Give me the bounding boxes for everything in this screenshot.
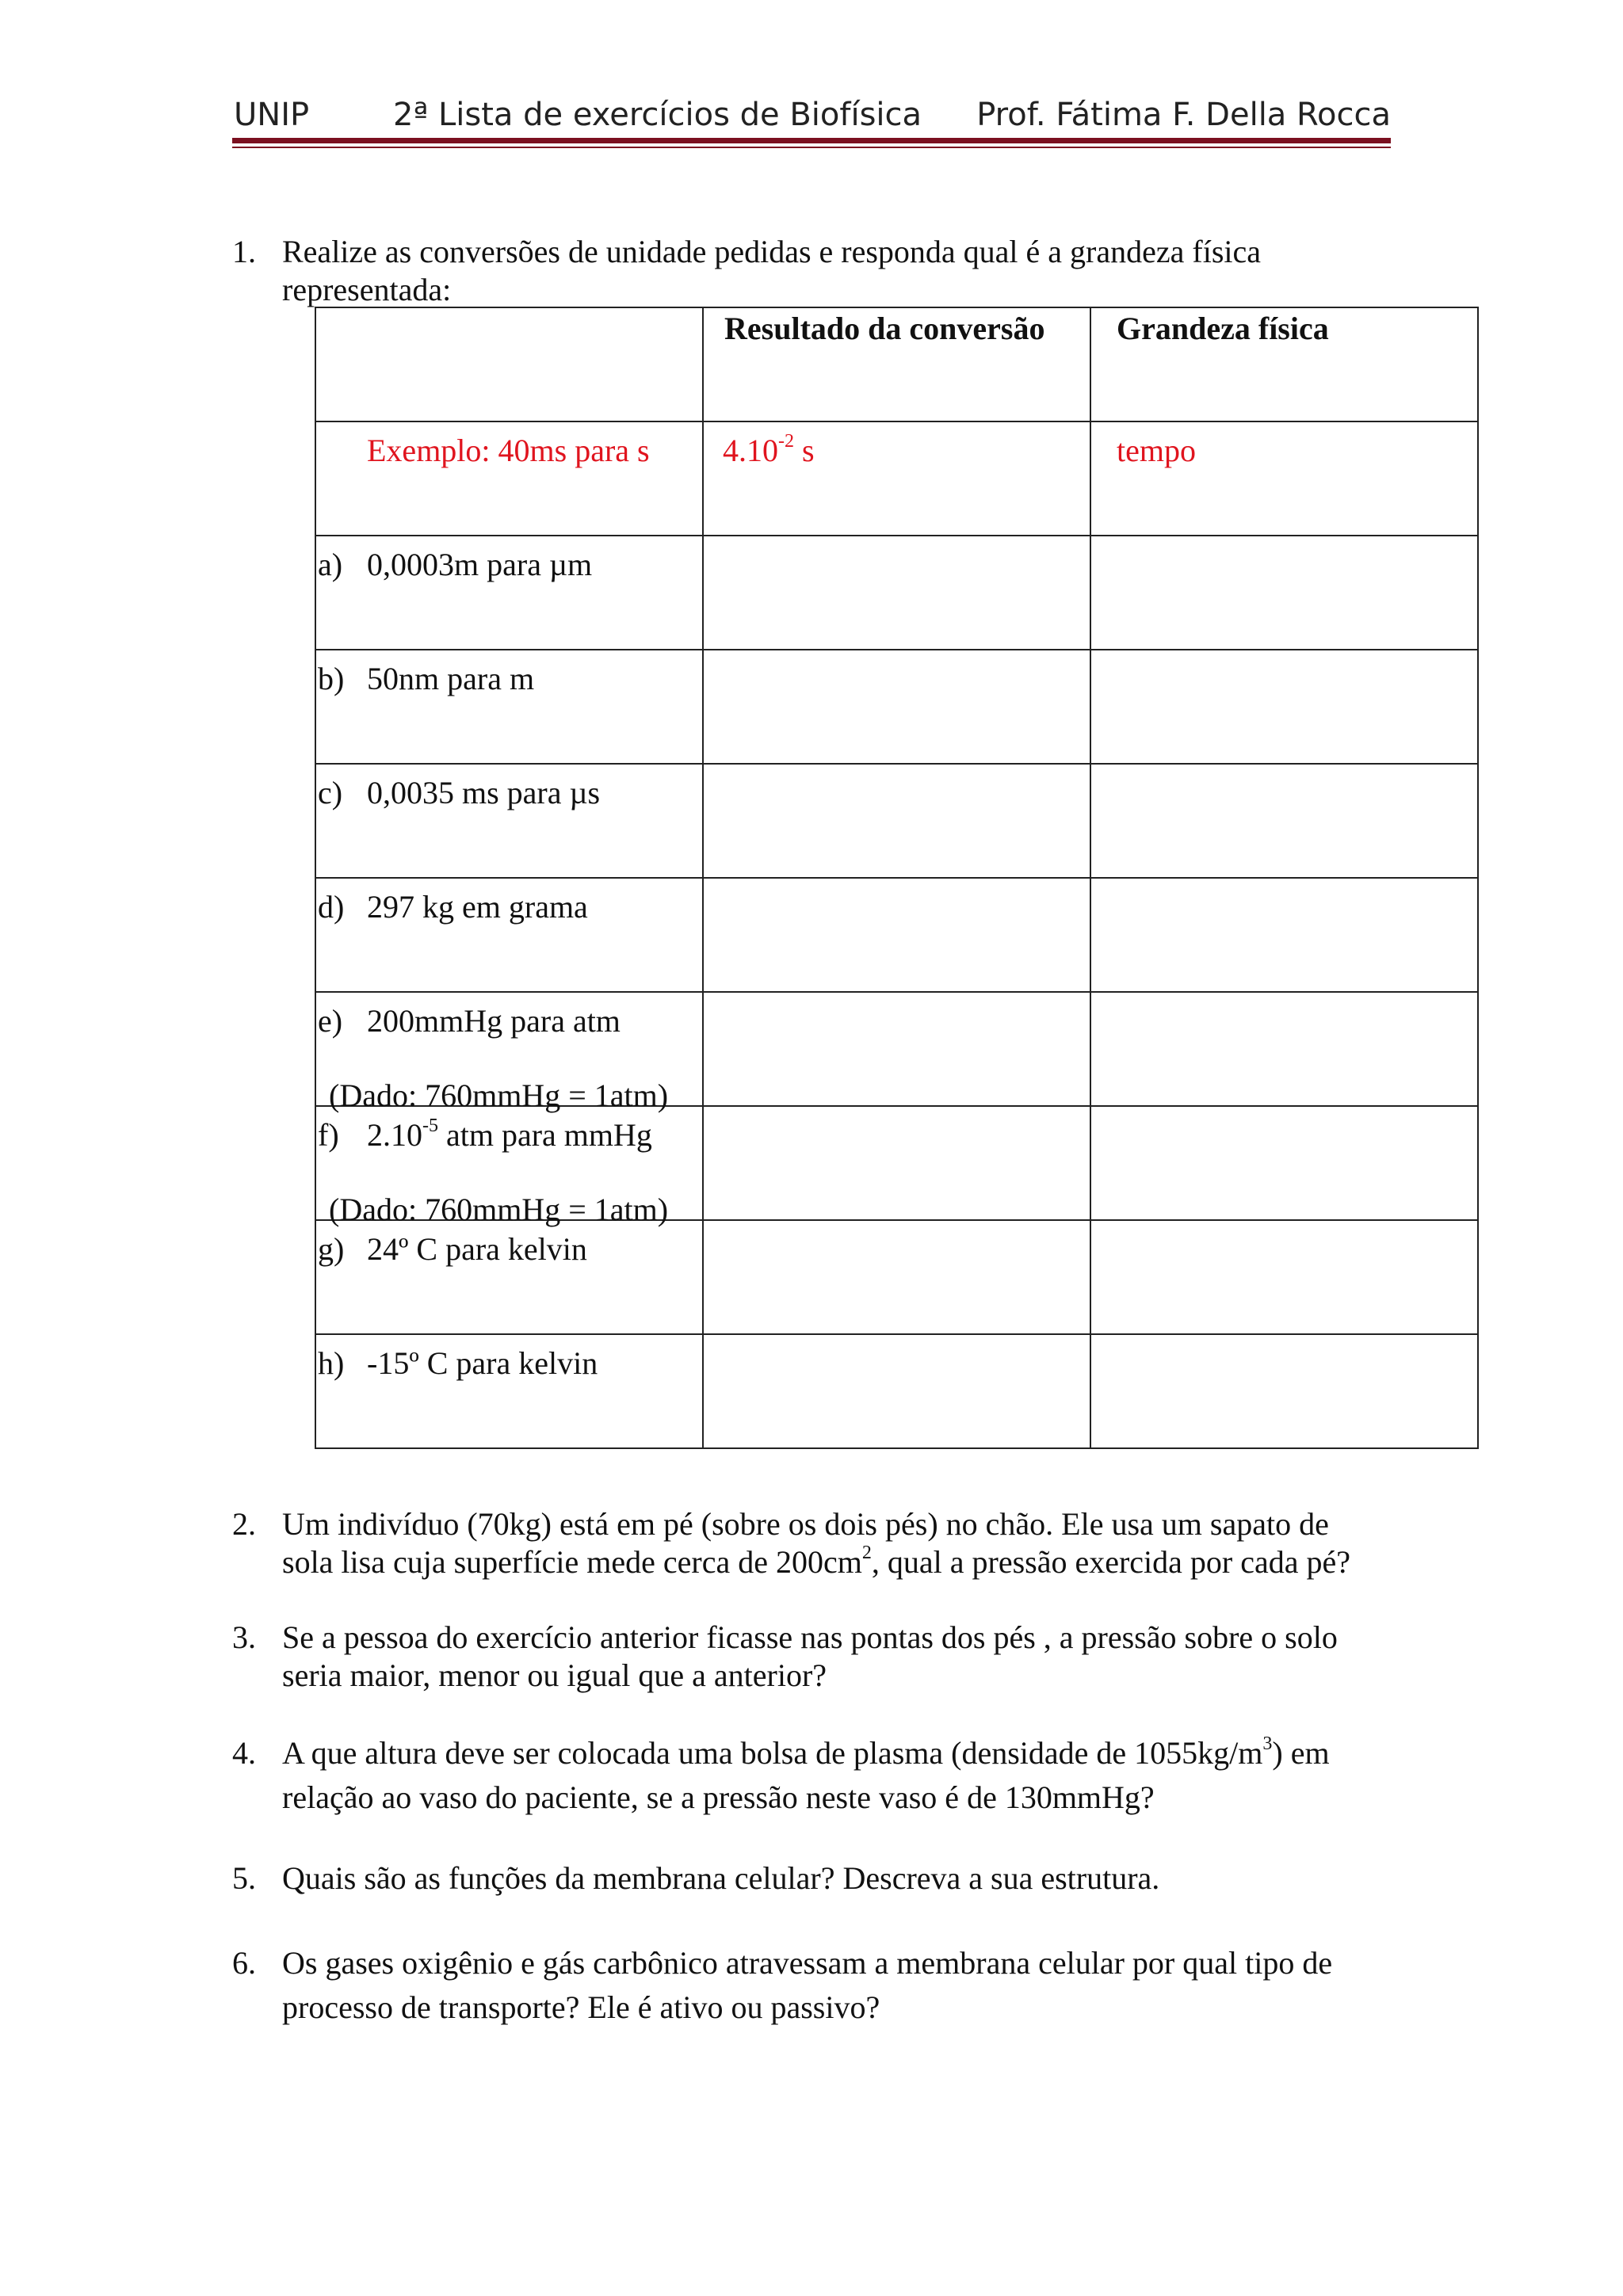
answer-quantity-cell[interactable]	[1090, 992, 1478, 1106]
row-note: (Dado: 760mmHg = 1atm)	[329, 1192, 669, 1227]
header-title: 2ª Lista de exercícios de Biofísica	[393, 97, 922, 133]
answer-result-cell[interactable]	[703, 536, 1090, 650]
table-row	[315, 1334, 1478, 1448]
row-text: 200mmHg para atm	[367, 1003, 621, 1039]
table-row	[315, 1220, 1478, 1334]
answer-quantity-cell[interactable]	[1090, 878, 1478, 992]
row-text: 0,0035 ms para µs	[367, 775, 601, 810]
question-6-number: 6.	[232, 1945, 256, 1981]
answer-quantity-cell[interactable]	[1090, 536, 1478, 650]
row-text: -15º C para kelvin	[367, 1345, 598, 1381]
row-letter: e)	[318, 1003, 343, 1039]
table-header-result	[703, 307, 1090, 421]
question-2-number: 2.	[232, 1506, 256, 1542]
table-row-example	[315, 421, 1478, 536]
answer-result-cell[interactable]	[703, 1334, 1090, 1448]
example-result: $4.10^{-2}$ s	[723, 430, 815, 468]
header-professor: Prof. Fátima F. Della Rocca	[976, 97, 1391, 133]
question-4-line-2: relação ao vaso do paciente, se a pressão neste vaso é de 130mmHg?	[282, 1779, 1155, 1815]
column-header-result: Resultado da conversão	[724, 311, 1045, 346]
header-rule-thick	[232, 138, 1391, 143]
question-1-line-2: representada:	[282, 272, 452, 307]
answer-quantity-cell[interactable]	[1090, 1220, 1478, 1334]
row-letter: c)	[318, 775, 343, 810]
answer-quantity-cell[interactable]	[1090, 650, 1478, 764]
row-letter: g)	[318, 1231, 345, 1267]
row-text: 297 kg em grama	[367, 889, 588, 925]
row-letter: d)	[318, 889, 345, 925]
header-institution: UNIP	[234, 97, 310, 133]
question-1-number: 1.	[232, 234, 256, 269]
question-3-number: 3.	[232, 1619, 256, 1655]
question-3-line-1: Se a pessoa do exercício anterior ficasse nas pontas dos pés , a pressão sobre o solo	[282, 1619, 1338, 1655]
answer-quantity-cell[interactable]	[1090, 1334, 1478, 1448]
row-letter: h)	[318, 1345, 345, 1381]
question-2-line-2: sola lisa cuja superfície mede cerca de $200cm^2$, qual a pressão exercida por cada pé?	[282, 1542, 1350, 1580]
question-4-number: 4.	[232, 1735, 256, 1771]
header-rule-thin	[232, 147, 1391, 148]
column-header-quantity: Grandeza física	[1117, 311, 1329, 346]
question-5-number: 5.	[232, 1860, 256, 1896]
table-header-row	[315, 307, 1478, 421]
table-header-quantity	[1090, 307, 1478, 421]
row-letter: b)	[318, 661, 345, 696]
answer-quantity-cell[interactable]	[1090, 1106, 1478, 1220]
table-row	[315, 992, 1478, 1106]
answer-result-cell[interactable]	[703, 764, 1090, 878]
example-quantity: tempo	[1117, 433, 1196, 468]
page-header	[232, 93, 1391, 141]
row-letter: f)	[318, 1117, 339, 1153]
row-text: 24º C para kelvin	[367, 1231, 587, 1267]
table-row	[315, 536, 1478, 650]
question-5-text: Quais são as funções da membrana celular? Descreva a sua estrutura.	[282, 1860, 1160, 1896]
question-1-line-1: Realize as conversões de unidade pedidas e responda qual é a grandeza física	[282, 234, 1261, 269]
row-text: 50nm para m	[367, 661, 535, 696]
conversion-table	[315, 307, 1479, 1449]
question-4-line-1: A que altura deve ser colocada uma bolsa de plasma (densidade de $1055kg/m^3$) em	[282, 1733, 1330, 1771]
question-3-text	[282, 1619, 1405, 1695]
example-label: Exemplo: 40ms para s	[367, 433, 650, 468]
answer-result-cell[interactable]	[703, 992, 1090, 1106]
row-note: (Dado: 760mmHg = 1atm)	[329, 1077, 669, 1113]
table-row	[315, 1106, 1478, 1220]
answer-result-cell[interactable]	[703, 650, 1090, 764]
row-text: $2.10^{-5}$ atm para mmHg	[367, 1115, 652, 1153]
table-row	[315, 764, 1478, 878]
question-3-line-2: seria maior, menor ou igual que a anterior?	[282, 1657, 827, 1693]
answer-result-cell[interactable]	[703, 1220, 1090, 1334]
question-1-text	[282, 233, 1405, 309]
question-6-line-2: processo de transporte? Ele é ativo ou passivo?	[282, 1989, 880, 2025]
question-4-text	[282, 1731, 1405, 1820]
question-2-line-1: Um indivíduo (70kg) está em pé (sobre os dois pés) no chão. Ele usa um sapato de	[282, 1506, 1329, 1542]
table-row	[315, 878, 1478, 992]
table-row	[315, 650, 1478, 764]
question-2-text	[282, 1505, 1405, 1581]
question-6-text	[282, 1941, 1405, 2030]
row-letter: a)	[318, 547, 343, 582]
row-text: 0,0003m para µm	[367, 547, 593, 582]
answer-result-cell[interactable]	[703, 878, 1090, 992]
table-header-empty	[315, 307, 703, 421]
question-6-line-1: Os gases oxigênio e gás carbônico atravessam a membrana celular por qual tipo de	[282, 1945, 1333, 1981]
answer-quantity-cell[interactable]	[1090, 764, 1478, 878]
answer-result-cell[interactable]	[703, 1106, 1090, 1220]
